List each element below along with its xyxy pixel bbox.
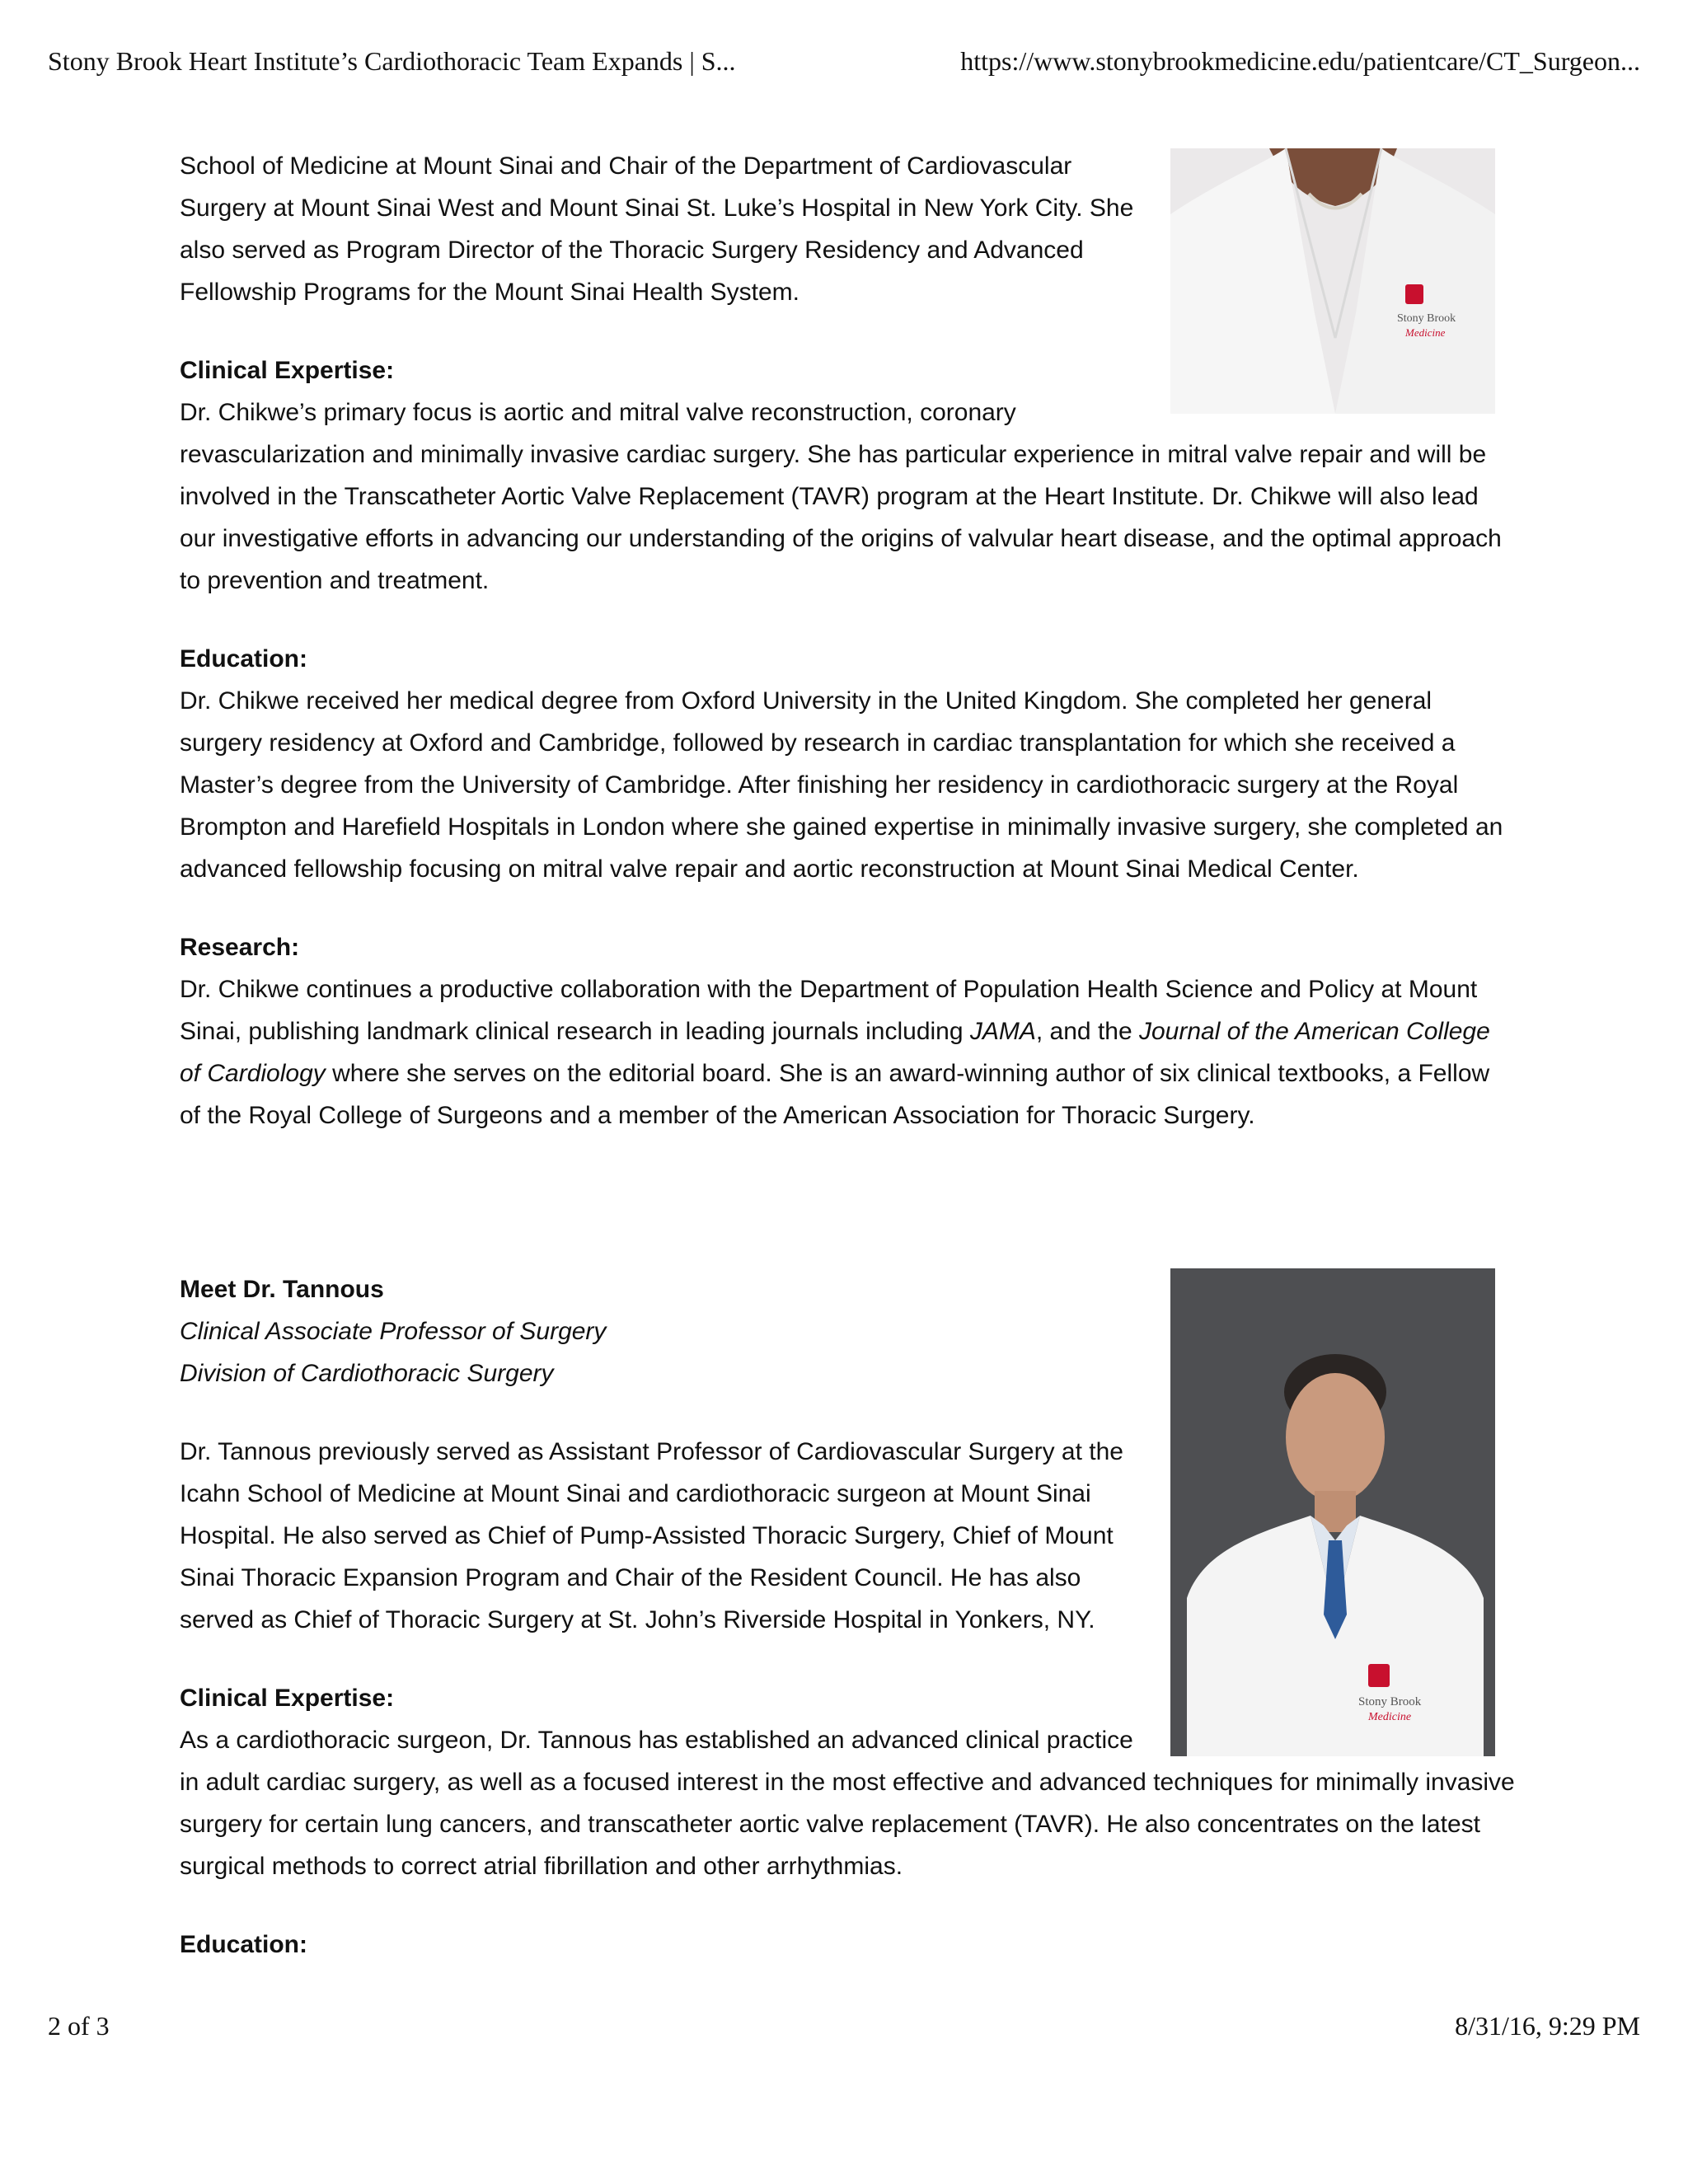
chikwe-clinical-heading: Clinical Expertise: <box>180 357 395 384</box>
research-journal-jama: JAMA <box>969 1018 1036 1045</box>
chikwe-clinical-text: Dr. Chikwe’s primary focus is aortic and mitral valve reconstruction, coronary revascularization and minimally invasive cardiac surgery. She has particular experience in mitral valve repair and will be involved in the Transcatheter Aortic Valve Replacement (TAVR) program at the Heart Institute. Dr. Chikwe will also lead our investigative efforts in advancing our understanding of the origins of valvular heart disease, and the optimal approach to prevention and treatment. <box>180 399 1502 594</box>
research-text-part-1: Dr. Chikwe continues a productive collaboration with the Department of Population Health Science and Policy at Mount Sinai, publishing landmark clinical research in leading journals including <box>180 976 1478 1045</box>
tannous-role-2: Division of Cardiothoracic Surgery <box>180 1360 554 1387</box>
chikwe-research-text <box>180 968 1515 1137</box>
tannous-photo <box>1170 1268 1495 1756</box>
research-journal-jacc: Journal of the American College of Cardiology <box>180 1018 1490 1087</box>
svg-text:Stony Brook: Stony Brook <box>1397 312 1456 325</box>
page-url: https://www.stonybrookmedicine.edu/patientcare/CT_Surgeon... <box>960 46 1640 76</box>
tannous-bio: Dr. Tannous previously served as Assistant Professor of Cardiovascular Surgery at the Icahn School of Medicine at Mount Sinai and cardiothoracic surgeon at Mount Sinai Hospital. He also served as Chief of Pump-Assisted Thoracic Surgery, Chief of Mount Sinai Thoracic Expansion Program and Chair of the Resident Council. He has also served as Chief of Thoracic Surgery at St. John’s Riverside Hospital in Yonkers, NY. <box>180 1438 1123 1633</box>
tannous-clinical-text: As a cardiothoracic surgeon, Dr. Tannous has established an advanced clinical practice in adult cardiac surgery, as well as a focused interest in the most effective and advanced techniques for minimally invasive surgery for certain lung cancers, and transcatheter aortic valve replacement (TAVR). He also concentrates on the latest surgical methods to correct atrial fibrillation and other arrhythmias. <box>180 1727 1515 1880</box>
chikwe-photo <box>1170 148 1495 414</box>
print-datetime: 8/31/16, 9:29 PM <box>1455 2011 1640 2041</box>
chikwe-education-section <box>180 638 1515 890</box>
tannous-clinical-heading: Clinical Expertise: <box>180 1685 395 1712</box>
chikwe-education-heading: Education: <box>180 645 307 673</box>
research-text-part-2: , and the <box>1035 1018 1139 1045</box>
page-title: Stony Brook Heart Institute’s Cardiothoracic Team Expands | S... <box>48 46 736 76</box>
print-header <box>48 46 1640 77</box>
chikwe-education-text: Dr. Chikwe received her medical degree from Oxford University in the United Kingdom. She completed her general surgery residency at Oxford and Cambridge, followed by research in cardiac transplantation for which she received a Master’s degree from the University of Cambridge. After finishing her residency in cardiothoracic surgery at the Royal Brompton and Harefield Hospitals in London where she gained expertise in minimally invasive surgery, she completed an advanced fellowship focusing on mitral valve repair and aortic reconstruction at Mount Sinai Medical Center. <box>180 687 1503 883</box>
chikwe-intro: School of Medicine at Mount Sinai and Chair of the Department of Cardiovascular Surgery at Mount Sinai West and Mount Sinai St. Luke’s Hospital in New York City. She also served as Program Director of the Thoracic Surgery Residency and Advanced Fellowship Programs for the Mount Sinai Health System. <box>180 152 1134 306</box>
chikwe-research-section <box>180 926 1515 1137</box>
page-number: 2 of 3 <box>48 2011 110 2041</box>
svg-text:Medicine: Medicine <box>1368 1711 1412 1723</box>
tannous-education-section <box>180 1924 1515 1966</box>
svg-text:Medicine: Medicine <box>1405 326 1446 339</box>
tannous-portrait-icon <box>1170 1268 1495 1756</box>
tannous-education-heading: Education: <box>180 1931 307 1958</box>
tannous-title: Meet Dr. Tannous <box>180 1276 384 1303</box>
print-footer <box>48 2011 1640 2041</box>
research-text-part-3: where she serves on the editorial board. She is an award-winning author of six clinical textbooks, a Fellow of the Royal College of Surgeons and a member of the American Association for Thoracic Surgery. <box>180 1060 1490 1129</box>
tannous-section <box>180 1268 1515 1966</box>
svg-text:Stony Brook: Stony Brook <box>1358 1695 1422 1708</box>
chikwe-portrait-icon <box>1170 148 1495 414</box>
tannous-role-1: Clinical Associate Professor of Surgery <box>180 1318 607 1345</box>
article-content <box>180 145 1515 1966</box>
chikwe-research-heading: Research: <box>180 934 300 961</box>
